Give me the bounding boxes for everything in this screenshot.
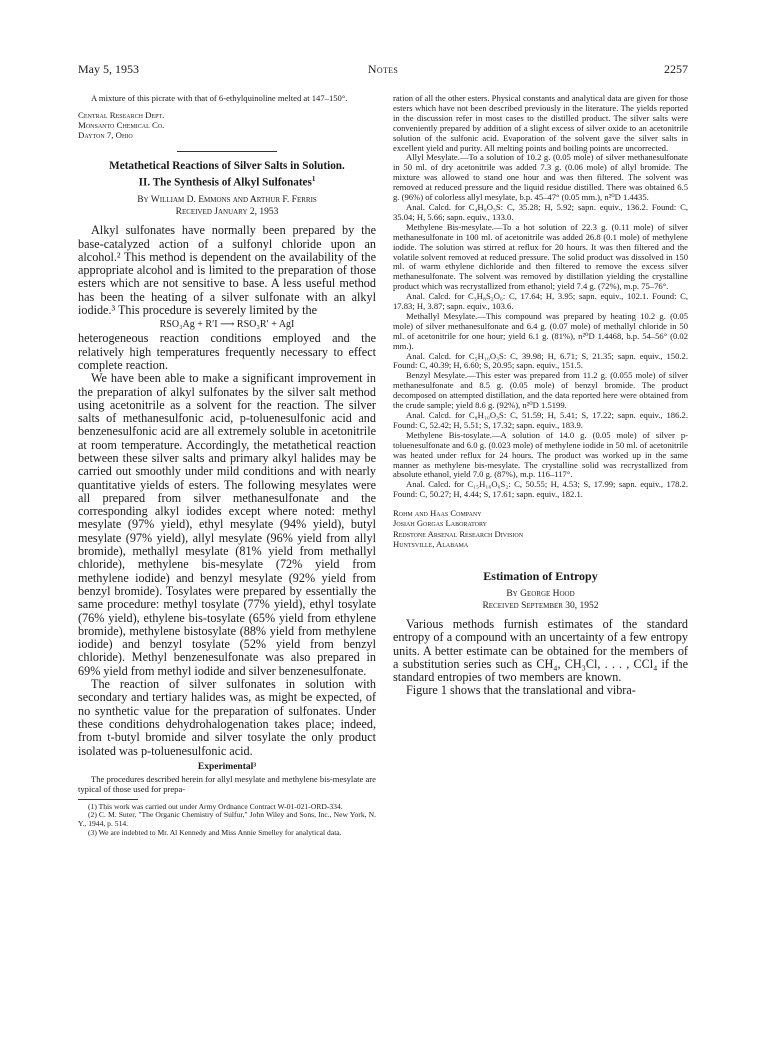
footnote: (1) This work was carried out under Army Ordnance Contract W-01-021-ORD-334. — [88, 801, 343, 811]
body-paragraph: Figure 1 shows that the translational and vibra- — [406, 683, 636, 698]
author-address — [393, 508, 688, 549]
experimental-heading: Experimental³ — [197, 761, 257, 772]
footnote: (2) C. M. Suter, "The Organic Chemistry of Sulfur," John Wiley and Sons, Inc., New York, N. Y., 1944, p. 514. — [78, 810, 376, 829]
article-title: Estimation of Entropy — [483, 568, 598, 583]
left-column — [78, 94, 376, 838]
section-divider — [177, 151, 277, 152]
footnote: (3) We are indebted to Mr. Al Kennedy and Miss Annie Smelley for analytical data. — [88, 828, 342, 838]
intro-paragraph: A mixture of this picrate with that of 6-ethylquinoline melted at 147–150°. — [91, 93, 348, 103]
address-line: Monsanto Chemical Co. — [78, 120, 165, 131]
analysis-allyl-mesylate: Anal. Calcd. for C₄H₈O₃S: C, 35.28; H, 5.92; sapn. equiv., 136.2. Found: C, 35.04; H, 5.66; sapn. equiv., 133.0. — [393, 201, 688, 222]
experimental-paragraph: The procedures described herein for allyl mesylate and methylene bis-mesylate are typical of those used for prepa- — [78, 773, 376, 794]
received-date: Received January 2, 1953 — [175, 207, 279, 218]
analysis-methylene-bis-mesylate: Anal. Calcd. for C₃H₈S₂O₆: C, 17.64; H, 3.95; sapn. equiv., 102.1. Found: C, 17.83; H, 3.87; sapn. equiv., 103.6. — [393, 291, 688, 312]
address-line: Dayton 7, Ohio — [78, 130, 133, 141]
procedure-methylene-bis-mesylate: Methylene Bis-mesylate.—To a hot solution of 22.3 g. (0.11 mole) of silver methanesulfonate in 100 ml. of acetonitrile was added 26.8 (0.1 mole) of methylene iodide. The solution was stirred at reflux for 20 hours. It was then filtered and the volatile solvent removed at reduced pressure. The solid product was dissolved in 150 ml. of warm ethylene dichloride and then filtered to remove the excess silver methanesulfonate. The solvent was removed by distillation yielding the crystalline product which was recrystallized from ethanol; yield 7.4 g. (72%), m.p. 75–76°. — [393, 221, 688, 292]
footnote-divider — [78, 799, 138, 800]
procedure-methylene-bis-tosylate: Methylene Bis-tosylate.—A solution of 14.0 g. (0.05 mole) of silver p-toluenesulfonate and 6.0 g. (0.023 mole) of methylene iodide in 50 ml. of acetonitrile was heated under reflux for 24 hours. The product was worked up in the same manner as methylene bis-mesylate. The crystalline solid was recrystallized from absolute ethanol, yield 7.0 g. (87%), m.p. 116–117°. — [393, 429, 688, 480]
procedure-methallyl-mesylate: Methallyl Mesylate.—This compound was prepared by heating 10.2 g. (0.05 mole) of silver methanesulfonate and 6.4 g. (0.07 mole) of methallyl chloride in 50 ml. of acetonitrile for one hour; yield 6.1 g. (81%), n²⁰D 1.4468, b.p. 54–56° (0.02 mm.). — [393, 310, 688, 351]
analysis-methylene-bis-tosylate: Anal. Calcd. for C₁₅H₁₆O₆S₂: C, 50.55; H, 4.53; S, 17.99; sapn. equiv., 178.2. Found: C, 50.27; H, 4.44; S, 17.61; sapn. equiv., 182.1. — [393, 479, 688, 500]
header-page-number: 2257 — [664, 62, 688, 76]
header-section: Notes — [367, 62, 399, 76]
title-footnote-marker: 1 — [311, 175, 316, 184]
procedure-benzyl-mesylate: Benzyl Mesylate.—This ester was prepared from 11.2 g. (0.055 mole) of silver methanesulfonate and 8.5 g. (0.05 mole) of benzyl bromide. The product decomposed on attempted distillation, and the data reported here were obtained from the crude sample; yield 8.6 g. (92%), n²⁰D 1.5199. — [393, 370, 688, 411]
address-line: Redstone Arsenal Research Division — [393, 528, 524, 539]
body-paragraph: heterogeneous reaction conditions employed and the relatively high temperatures frequently necessary to effect complete reaction. — [78, 331, 376, 372]
address-line: Rohm and Haas Company — [393, 508, 482, 519]
reaction-equation: RSO₃Ag + R′I ⟶ RSO₃R′ + AgI — [159, 319, 295, 331]
address-line: Huntsville, Alabama — [393, 538, 469, 549]
body-paragraph: The reaction of silver sulfonates in solution with secondary and tertiary halides was, as might be expected, of no synthetic value for the preparation of sulfonates. Under these conditions dehydrohalogenation takes place; indeed, from t-butyl bromide and silver tosylate the only product isolated was p-toluenesulfonic acid. — [78, 677, 376, 758]
article-title — [78, 160, 376, 191]
right-column — [393, 94, 688, 698]
article-byline: By William D. Emmons and Arthur F. Ferris — [137, 195, 317, 206]
body-paragraph: Alkyl sulfonates have normally been prepared by the base-catalyzed action of a sulfonyl chloride upon an alcohol.² This method is dependent on the availability of the appropriate alcohol and is limited to the preparation of those esters which are not sensitive to base. A less useful method has been the heating of a silver sulfonate with an alkyl iodide.³ This procedure is severely limited by the — [78, 223, 376, 318]
analysis-methallyl-mesylate: Anal. Calcd. for C₅H₁₀O₃S: C, 39.98; H, 6.71; S, 21.35; sapn. equiv., 150.2. Found: C, 40.39; H, 6.60; S, 20.95; sapn. equiv., 151.5. — [393, 350, 688, 371]
header-date: May 5, 1953 — [78, 62, 139, 76]
address-line: Josiah Gorgas Laboratory — [393, 518, 488, 529]
article-byline: By George Hood — [506, 588, 575, 599]
analysis-benzyl-mesylate: Anal. Calcd. for C₈H₁₀O₃S: C, 51.59; H, 5.41; S, 17.22; sapn. equiv., 186.2. Found: C, 52.42; H, 5.51; S, 17.32; sapn. equiv., 183.9. — [393, 410, 688, 430]
title-line: Metathetical Reactions of Silver Salts in Solution. — [109, 159, 345, 172]
experimental-paragraph: ration of all the other esters. Physical constants and analytical data are given for those esters which have not been described previously in the literature. The yields reported in the discussion refer in most cases to the distilled product. The silver salts were conveniently prepared by addition of a slight excess of silver oxide to an acetonitrile solution of the sulfonic acid. Evaporation of the solvent gave the silver salts in excellent yield and purity. All melting points and boiling points are uncorrected. — [393, 93, 688, 153]
received-date: Received September 30, 1952 — [482, 600, 599, 611]
procedure-allyl-mesylate: Allyl Mesylate.—To a solution of 10.2 g. (0.05 mole) of silver methanesulfonate in 50 ml. of dry acetonitrile was added 7.3 g. (0.06 mole) of allyl bromide. The mixture was allowed to stand one hour and was then filtered. The solvent was removed at reduced pressure and the liquid residue distilled. There was obtained 6.5 g. (96%) of colorless allyl mesylate, b.p. 45–47° (0.05 mm.), n²⁰D 1.4435. — [393, 152, 688, 203]
body-paragraph: Various methods furnish estimates of the standard entropy of a compound with an uncertainty of a few entropy units. A better estimate can be obtained for the members of a substitution series such as CH₄, CH₃Cl, . . . , CCl₄ if the standard entropies of two members are known. — [393, 616, 688, 685]
title-line-text: II. The Synthesis of Alkyl Sulfonates — [138, 176, 312, 189]
author-address — [78, 110, 376, 141]
address-line: Central Research Dept. — [78, 109, 165, 120]
title-line-2 — [78, 173, 376, 190]
page-header — [78, 62, 688, 78]
body-paragraph: We have been able to make a significant improvement in the preparation of alkyl sulfonates by the silver salt method using acetonitrile as a solvent for the reaction. The silver salts of methanesulfonic acid, p-toluenesulfonic acid and benzenesulfonic acid are all extremely soluble in acetonitrile at room temperature. Accordingly, the metathetical reaction between these silver salts and primary alkyl halides may be carried out smoothly under mild conditions and with nearly quantitative yields of esters. The following mesylates were all prepared from silver methanesulfonate and the corresponding alkyl iodides except where noted: methyl mesylate (97% yield), ethyl mesylate (94% yield), butyl mesylate (97% yield), allyl mesylate (96% yield from allyl bromide), methallyl mesylate (81% yield from methallyl chloride), methylene bis-mesylate (72% yield from methylene iodide) and benzyl mesylate (92% yield from benzyl bromide). Tosylates were prepared by essentially the same procedure: methyl tosylate (77% yield), ethyl tosylate (76% yield), ethylene bis-tosylate (65% yield from ethylene bromide), methylene bistosylate (88% yield from methylene iodide) and benzyl tosylate (52% yield from benzyl chloride). Methyl benzenesulfonate was also prepared in 69% yield from methyl iodide and silver benzenesulfonate. — [78, 371, 376, 678]
